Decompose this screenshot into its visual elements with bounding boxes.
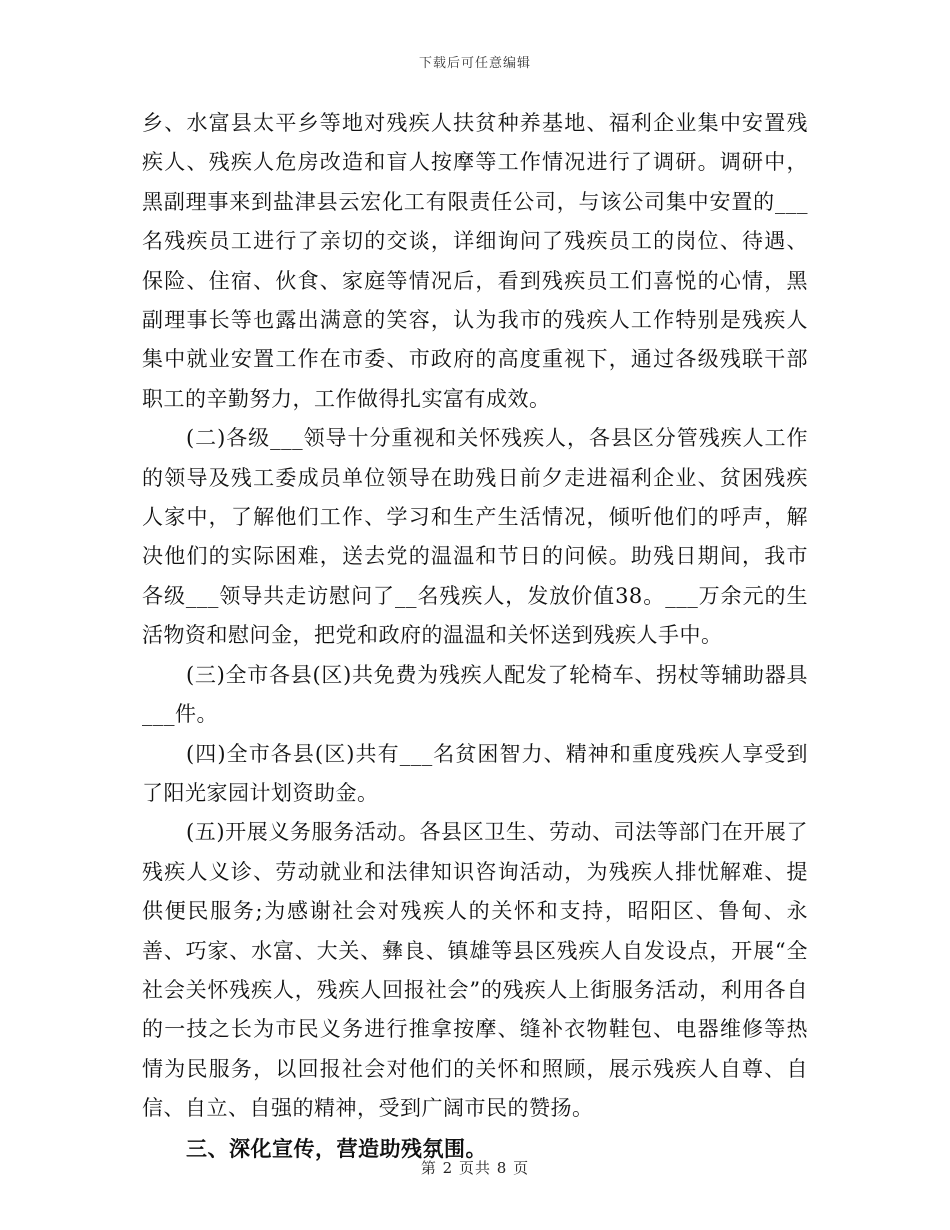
paragraph-item-3: (三)全市各县(区)共免费为残疾人配发了轮椅车、拐杖等辅助器具___件。: [142, 662, 808, 727]
page-footer: 第 2 页共 8 页: [420, 1159, 530, 1177]
page-header: 下载后可任意编辑: [418, 56, 531, 71]
paragraph-item-5: (五)开展义务服务活动。各县区卫生、劳动、司法等部门在开展了残疾人义诊、劳动就业和法律知识咨询活动，为残疾人排忧解难、提供便民服务;为感谢社会对残疾人的关怀和支持，昭阳区、鲁甸、永善、巧家、水富、大关、彝良、镇雄等县区残疾人自发设点，开展“全社会关怀残疾人，残疾人回报社会”的残疾人上街服务活动，利用各自的一技之长为市民义务进行推拿按摩、缝补衣物鞋包、电器维修等热情为民服务，以回报社会对他们的关怀和照顾，展示残疾人自尊、自信、自立、自强的精神，受到广阔市民的赞扬。: [142, 820, 808, 1121]
paragraph-item-2: (二)各级___领导十分重视和关怀残疾人，各县区分管残疾人工作的领导及残工委成员单位领导在助残日前夕走进福利企业、贫困残疾人家中，了解他们工作、学习和生产生活情况，倾听他们的呼声，解决他们的实际困难，送去党的温温和节日的问候。助残日期间，我市各级___领导共走访慰问了__名残疾人，发放价值38。___万余元的生活物资和慰问金，把党和政府的温温和关怀送到残疾人手中。: [142, 426, 808, 648]
document-body: [142, 104, 808, 1168]
section-heading: 三、深化宣传，营造助残氛围。: [186, 1135, 487, 1161]
paragraph-continuation: 乡、水富县太平乡等地对残疾人扶贫种养基地、福利企业集中安置残疾人、残疾人危房改造和盲人按摩等工作情况进行了调研。调研中，黑副理事来到盐津县云宏化工有限责任公司，与该公司集中安置的___名残疾员工进行了亲切的交谈，详细询问了残疾员工的岗位、待遇、保险、住宿、伙食、家庭等情况后，看到残疾员工们喜悦的心情，黑副理事长等也露出满意的笑容，认为我市的残疾人工作特别是残疾人集中就业安置工作在市委、市政府的高度重视下，通过各级残联干部职工的辛勤努力，工作做得扎实富有成效。: [142, 111, 808, 411]
paragraph-item-4: (四)全市各县(区)共有___名贫困智力、精神和重度残疾人享受到了阳光家园计划资助金。: [142, 741, 808, 805]
